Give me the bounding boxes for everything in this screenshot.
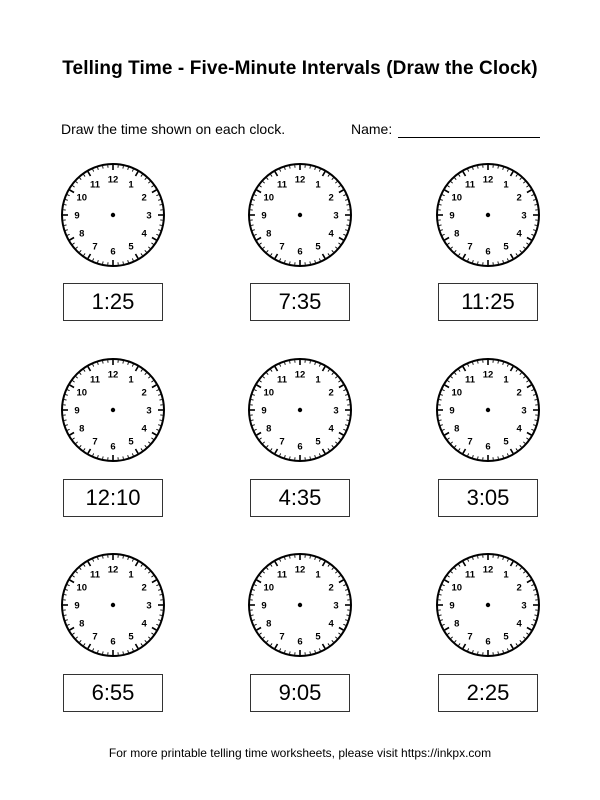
minute-tick: [498, 166, 499, 168]
center-dot: [298, 408, 302, 412]
clock-number: 7: [467, 631, 473, 643]
center-dot: [111, 408, 115, 412]
time-label: 11:25: [461, 289, 515, 314]
minute-tick: [159, 615, 161, 616]
minute-tick: [310, 261, 311, 263]
clock-number: 1: [315, 374, 321, 386]
clock-number: 6: [110, 636, 116, 648]
worksheet-title: Telling Time - Five-Minute Intervals (Draw the Clock): [62, 58, 538, 79]
minute-tick: [478, 361, 479, 363]
clock-number: 7: [279, 241, 285, 253]
clock-number: 3: [333, 405, 339, 417]
clock-number: 12: [482, 174, 494, 186]
clock-number: 12: [107, 564, 119, 576]
minute-tick: [498, 456, 499, 458]
clock-number: 12: [107, 369, 119, 381]
minute-tick: [103, 651, 104, 653]
minute-tick: [123, 456, 124, 458]
time-label-box: [63, 674, 163, 712]
clock-number: 12: [294, 174, 306, 186]
minute-tick: [534, 420, 536, 421]
minute-tick: [439, 225, 441, 226]
clock-number: 11: [89, 179, 101, 191]
minute-tick: [159, 205, 161, 206]
clock-number: 9: [449, 210, 455, 222]
clock-number: 11: [464, 179, 476, 191]
clock-number: 11: [89, 569, 101, 581]
clock-face[interactable]: [246, 161, 354, 269]
minute-tick: [64, 595, 66, 596]
minute-tick: [159, 595, 161, 596]
minute-tick: [439, 595, 441, 596]
minute-tick: [123, 556, 124, 558]
clock-number: 1: [315, 569, 321, 581]
time-label: 4:35: [278, 485, 322, 510]
minute-tick: [64, 400, 66, 401]
time-label-box: [63, 479, 163, 517]
clock-number: 6: [485, 441, 491, 453]
clock-number: 10: [263, 192, 275, 204]
clock-number: 11: [276, 374, 288, 386]
time-label: 2:25: [466, 680, 510, 705]
clock-number: 7: [92, 631, 98, 643]
clock-face[interactable]: [246, 356, 354, 464]
clock-number: 5: [503, 436, 509, 448]
clock-number: 4: [516, 618, 522, 630]
minute-tick: [498, 361, 499, 363]
time-label-box: [438, 674, 538, 712]
minute-tick: [123, 166, 124, 168]
minute-tick: [478, 651, 479, 653]
center-dot: [111, 213, 115, 217]
time-label: 6:55: [91, 680, 135, 705]
clock-number: 5: [315, 631, 321, 643]
minute-tick: [103, 456, 104, 458]
minute-tick: [498, 651, 499, 653]
clock-number: 2: [141, 582, 147, 594]
clock-number: 7: [92, 436, 98, 448]
clock-number: 8: [266, 228, 272, 240]
time-label: 7:35: [278, 289, 322, 314]
minute-tick: [478, 166, 479, 168]
clock-face[interactable]: [59, 161, 167, 269]
center-dot: [486, 213, 490, 217]
clock-number: 10: [263, 387, 275, 399]
clock-number: 2: [328, 387, 334, 399]
minute-tick: [251, 615, 253, 616]
clock-number: 11: [464, 374, 476, 386]
name-label: Name:: [351, 121, 393, 137]
minute-tick: [64, 205, 66, 206]
minute-tick: [534, 400, 536, 401]
center-dot: [486, 603, 490, 607]
center-dot: [298, 213, 302, 217]
center-dot: [298, 603, 302, 607]
clock-number: 2: [141, 192, 147, 204]
clock-number: 11: [276, 569, 288, 581]
clock-number: 4: [328, 423, 334, 435]
time-label-box: [250, 479, 350, 517]
clock-number: 1: [503, 179, 509, 191]
clock-number: 1: [128, 569, 134, 581]
clock-number: 6: [110, 441, 116, 453]
minute-tick: [534, 205, 536, 206]
minute-tick: [310, 166, 311, 168]
clock-number: 8: [266, 618, 272, 630]
minute-tick: [346, 615, 348, 616]
minute-tick: [346, 400, 348, 401]
clock-number: 2: [516, 387, 522, 399]
time-label-box: [250, 674, 350, 712]
minute-tick: [310, 556, 311, 558]
clock-number: 7: [92, 241, 98, 253]
minute-tick: [103, 556, 104, 558]
clock-number: 4: [516, 228, 522, 240]
clock-number: 10: [451, 192, 463, 204]
clock-face[interactable]: [434, 161, 542, 269]
clock-number: 5: [128, 631, 134, 643]
clock-face[interactable]: [434, 356, 542, 464]
clock-number: 7: [467, 436, 473, 448]
clock-number: 4: [141, 618, 147, 630]
clock-number: 3: [146, 210, 152, 222]
clock-number: 12: [482, 369, 494, 381]
clock-number: 10: [76, 192, 88, 204]
minute-tick: [251, 400, 253, 401]
clock-number: 10: [76, 387, 88, 399]
minute-tick: [478, 261, 479, 263]
clock-number: 4: [328, 228, 334, 240]
clock-number: 9: [449, 405, 455, 417]
clock-number: 9: [74, 210, 80, 222]
clock-number: 11: [464, 569, 476, 581]
clock-number: 4: [141, 423, 147, 435]
clock-number: 2: [516, 192, 522, 204]
minute-tick: [534, 225, 536, 226]
clock-number: 9: [449, 600, 455, 612]
minute-tick: [534, 595, 536, 596]
clock-number: 2: [516, 582, 522, 594]
clock-number: 10: [451, 582, 463, 594]
clock-number: 9: [261, 210, 267, 222]
minute-tick: [251, 420, 253, 421]
clock-number: 2: [328, 192, 334, 204]
minute-tick: [346, 420, 348, 421]
minute-tick: [290, 456, 291, 458]
time-label: 1:25: [91, 289, 135, 314]
clock-number: 1: [128, 179, 134, 191]
clock-number: 4: [516, 423, 522, 435]
footer-text: For more printable telling time worksheets, please visit https://inkpx.com: [108, 746, 492, 760]
minute-tick: [64, 420, 66, 421]
clock-number: 6: [297, 636, 303, 648]
time-label: 3:05: [466, 485, 510, 510]
clock-number: 5: [315, 436, 321, 448]
clock-number: 5: [503, 631, 509, 643]
minute-tick: [310, 361, 311, 363]
clock-number: 7: [467, 241, 473, 253]
clock-number: 3: [521, 405, 527, 417]
minute-tick: [103, 261, 104, 263]
clock-number: 8: [79, 618, 85, 630]
clock-number: 11: [276, 179, 288, 191]
clock-number: 6: [485, 246, 491, 258]
minute-tick: [290, 556, 291, 558]
minute-tick: [290, 361, 291, 363]
clock-face[interactable]: [59, 551, 167, 659]
clock-number: 10: [263, 582, 275, 594]
clock-number: 6: [297, 246, 303, 258]
minute-tick: [290, 166, 291, 168]
clock-number: 8: [79, 228, 85, 240]
center-dot: [486, 408, 490, 412]
clock-number: 8: [454, 228, 460, 240]
minute-tick: [290, 651, 291, 653]
clock-number: 6: [485, 636, 491, 648]
minute-tick: [103, 166, 104, 168]
clock-number: 3: [146, 405, 152, 417]
time-label-box: [250, 283, 350, 321]
clock-number: 5: [503, 241, 509, 253]
minute-tick: [439, 615, 441, 616]
clock-number: 1: [503, 569, 509, 581]
time-label-box: [438, 283, 538, 321]
minute-tick: [123, 361, 124, 363]
clock-number: 1: [315, 179, 321, 191]
clock-number: 7: [279, 631, 285, 643]
clock-number: 2: [328, 582, 334, 594]
clock-face[interactable]: [434, 551, 542, 659]
minute-tick: [439, 205, 441, 206]
clock-number: 4: [328, 618, 334, 630]
clock-face[interactable]: [246, 551, 354, 659]
time-label: 12:10: [85, 485, 141, 510]
minute-tick: [123, 261, 124, 263]
minute-tick: [534, 615, 536, 616]
clock-number: 12: [107, 174, 119, 186]
minute-tick: [159, 420, 161, 421]
clock-number: 5: [128, 436, 134, 448]
minute-tick: [64, 225, 66, 226]
minute-tick: [478, 556, 479, 558]
clock-number: 5: [315, 241, 321, 253]
time-label: 9:05: [278, 680, 322, 705]
clock-number: 3: [333, 210, 339, 222]
minute-tick: [310, 651, 311, 653]
minute-tick: [478, 456, 479, 458]
clock-number: 6: [297, 441, 303, 453]
minute-tick: [290, 261, 291, 263]
clock-number: 8: [266, 423, 272, 435]
clock-number: 8: [79, 423, 85, 435]
minute-tick: [159, 400, 161, 401]
clock-number: 6: [110, 246, 116, 258]
minute-tick: [123, 651, 124, 653]
minute-tick: [346, 205, 348, 206]
center-dot: [111, 603, 115, 607]
clock-number: 12: [482, 564, 494, 576]
clock-number: 1: [128, 374, 134, 386]
clock-number: 8: [454, 618, 460, 630]
instructions-text: Draw the time shown on each clock.: [61, 121, 286, 137]
clock-number: 10: [76, 582, 88, 594]
minute-tick: [251, 205, 253, 206]
minute-tick: [251, 225, 253, 226]
minute-tick: [310, 456, 311, 458]
time-label-box: [438, 479, 538, 517]
clock-number: 3: [146, 600, 152, 612]
minute-tick: [346, 225, 348, 226]
minute-tick: [251, 595, 253, 596]
minute-tick: [346, 595, 348, 596]
clock-number: 3: [333, 600, 339, 612]
minute-tick: [103, 361, 104, 363]
minute-tick: [159, 225, 161, 226]
clock-number: 5: [128, 241, 134, 253]
clock-number: 3: [521, 210, 527, 222]
clock-number: 9: [261, 600, 267, 612]
clock-number: 2: [141, 387, 147, 399]
minute-tick: [439, 400, 441, 401]
minute-tick: [498, 261, 499, 263]
clock-face[interactable]: [59, 356, 167, 464]
clock-number: 1: [503, 374, 509, 386]
clock-number: 12: [294, 564, 306, 576]
clock-number: 7: [279, 436, 285, 448]
clock-number: 9: [261, 405, 267, 417]
minute-tick: [498, 556, 499, 558]
clock-number: 9: [74, 600, 80, 612]
clock-number: 10: [451, 387, 463, 399]
clock-number: 8: [454, 423, 460, 435]
minute-tick: [439, 420, 441, 421]
clock-number: 9: [74, 405, 80, 417]
minute-tick: [64, 615, 66, 616]
clock-number: 3: [521, 600, 527, 612]
time-label-box: [63, 283, 163, 321]
clock-number: 12: [294, 369, 306, 381]
clock-number: 11: [89, 374, 101, 386]
clock-number: 4: [141, 228, 147, 240]
